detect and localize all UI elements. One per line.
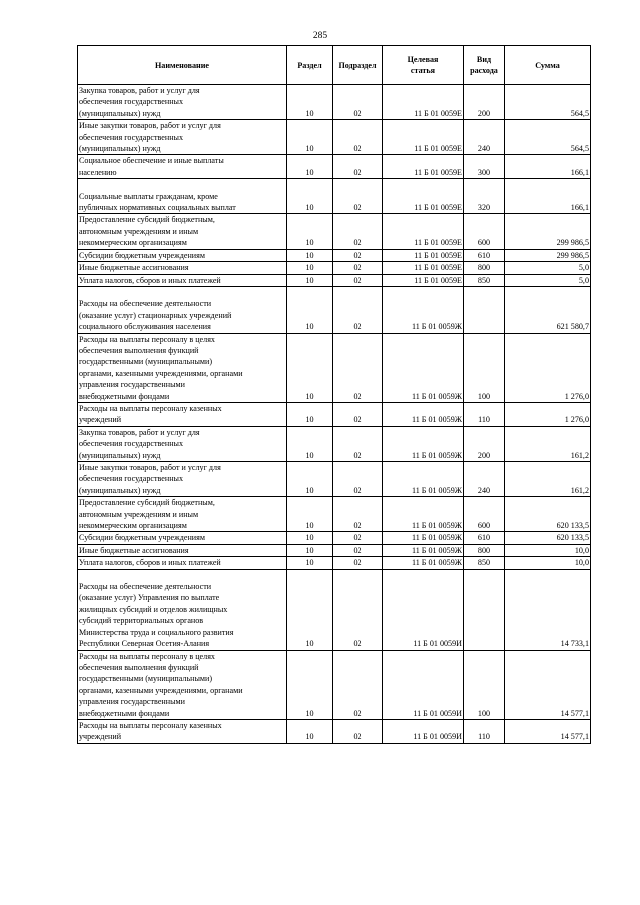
cell-sum: 299 986,5 xyxy=(505,214,591,249)
cell-type: 320 xyxy=(464,179,505,214)
cell-name-line: некоммерческим организациям xyxy=(79,521,187,531)
cell-type: 850 xyxy=(464,557,505,569)
table-row xyxy=(78,155,591,179)
cell-name xyxy=(78,557,287,569)
header-type xyxy=(464,46,505,85)
cell-target: 11 Б 01 0059И xyxy=(383,719,464,743)
cell-subsection: 02 xyxy=(333,179,383,214)
cell-name xyxy=(78,719,287,743)
table-row xyxy=(78,544,591,556)
cell-type: 600 xyxy=(464,214,505,249)
cell-name xyxy=(78,286,287,333)
cell-name-line: Иные закупки товаров, работ и услуг для xyxy=(79,121,221,131)
cell-name-line: (муниципальных) нужд xyxy=(79,108,161,118)
cell-subsection: 02 xyxy=(333,286,383,333)
cell-section: 10 xyxy=(287,569,333,650)
cell-section: 10 xyxy=(287,532,333,544)
cell-target: 11 Б 01 0059Е xyxy=(383,155,464,179)
cell-section: 10 xyxy=(287,426,333,461)
cell-sum: 564,5 xyxy=(505,120,591,155)
cell-name-line: социального обслуживания населения xyxy=(79,322,211,332)
cell-name-line: обеспечения государственных xyxy=(79,474,184,484)
cell-name-line: Расходы на обеспечение деятельности xyxy=(79,582,212,592)
cell-subsection: 02 xyxy=(333,274,383,286)
cell-subsection: 02 xyxy=(333,249,383,261)
cell-name-line: населению xyxy=(79,167,117,177)
cell-name-line: автономным учреждениям и иным xyxy=(79,226,199,236)
cell-name-line: обеспечения выполнения функций xyxy=(79,345,199,355)
header-name: Наименование xyxy=(78,46,287,85)
header-target xyxy=(383,46,464,85)
cell-name xyxy=(78,544,287,556)
cell-type: 800 xyxy=(464,262,505,274)
cell-sum: 161,2 xyxy=(505,462,591,497)
cell-type: 610 xyxy=(464,249,505,261)
cell-target: 11 Б 01 0059Ж xyxy=(383,333,464,402)
cell-name xyxy=(78,402,287,426)
cell-name-line: Иные бюджетные ассигнования xyxy=(79,263,189,273)
cell-name-line: обеспечения выполнения функций xyxy=(79,662,199,672)
cell-name-line: Республики Северная Осетия-Алания xyxy=(79,639,210,649)
cell-name-line: (оказание услуг) Управления по выплате xyxy=(79,593,220,603)
cell-name xyxy=(78,85,287,120)
cell-name-line: (оказание услуг) стационарных учреждений xyxy=(79,310,232,320)
cell-name-line: обеспечения государственных xyxy=(79,132,184,142)
cell-target: 11 Б 01 0059И xyxy=(383,650,464,719)
cell-name-line: Предоставление субсидий бюджетным, xyxy=(79,498,215,508)
cell-name-line: (муниципальных) нужд xyxy=(79,450,161,460)
cell-target: 11 Б 01 0059Е xyxy=(383,249,464,261)
cell-target: 11 Б 01 0059Е xyxy=(383,179,464,214)
cell-section: 10 xyxy=(287,179,333,214)
cell-name-line: Закупка товаров, работ и услуг для xyxy=(79,427,200,437)
cell-name-line: Социальное обеспечение и иные выплаты xyxy=(79,156,224,166)
cell-section: 10 xyxy=(287,85,333,120)
cell-subsection: 02 xyxy=(333,462,383,497)
table-header-row xyxy=(78,46,591,85)
cell-name xyxy=(78,155,287,179)
cell-subsection: 02 xyxy=(333,532,383,544)
cell-target: 11 Б 01 0059Ж xyxy=(383,402,464,426)
cell-name-line: Уплата налогов, сборов и иных платежей xyxy=(79,275,221,285)
cell-type: 110 xyxy=(464,719,505,743)
cell-name xyxy=(78,462,287,497)
cell-name-line: Закупка товаров, работ и услуг для xyxy=(79,86,200,95)
cell-name xyxy=(78,179,287,214)
cell-sum: 14 577,1 xyxy=(505,719,591,743)
cell-name-line: внебюджетными фондами xyxy=(79,708,170,718)
cell-name-line: Субсидии бюджетным учреждениям xyxy=(79,250,205,260)
cell-section: 10 xyxy=(287,402,333,426)
table-row xyxy=(78,85,591,120)
cell-section: 10 xyxy=(287,286,333,333)
cell-name-line: государственными (муниципальными) xyxy=(79,674,213,684)
cell-name xyxy=(78,262,287,274)
table-body xyxy=(78,85,591,744)
cell-sum: 10,0 xyxy=(505,557,591,569)
cell-name xyxy=(78,426,287,461)
cell-subsection: 02 xyxy=(333,85,383,120)
header-section: Раздел xyxy=(287,46,333,85)
cell-subsection: 02 xyxy=(333,402,383,426)
cell-name-line: управления государственными xyxy=(79,380,185,390)
cell-name xyxy=(78,333,287,402)
cell-type: 200 xyxy=(464,85,505,120)
cell-name-line: (муниципальных) нужд xyxy=(79,485,161,495)
cell-subsection: 02 xyxy=(333,544,383,556)
cell-name-line: Расходы на обеспечение деятельности xyxy=(79,299,212,309)
cell-sum: 299 986,5 xyxy=(505,249,591,261)
header-subsection: Подраздел xyxy=(333,46,383,85)
cell-target: 11 Б 01 0059Е xyxy=(383,214,464,249)
cell-section: 10 xyxy=(287,262,333,274)
cell-subsection: 02 xyxy=(333,719,383,743)
cell-name-line: Расходы на выплаты персоналу казенных xyxy=(79,720,222,730)
cell-type: 300 xyxy=(464,155,505,179)
cell-name-line: обеспечения государственных xyxy=(79,439,184,449)
cell-type: 610 xyxy=(464,532,505,544)
cell-section: 10 xyxy=(287,544,333,556)
cell-sum: 14 733,1 xyxy=(505,569,591,650)
header-sum: Сумма xyxy=(505,46,591,85)
cell-section: 10 xyxy=(287,557,333,569)
cell-name xyxy=(78,249,287,261)
cell-name xyxy=(78,214,287,249)
cell-name-line: Министерства труда и социального развития xyxy=(79,627,234,637)
cell-section: 10 xyxy=(287,120,333,155)
cell-name-line: некоммерческим организациям xyxy=(79,238,187,248)
cell-name-line: Уплата налогов, сборов и иных платежей xyxy=(79,558,221,568)
header-type-line1: Вид xyxy=(476,55,492,64)
cell-section: 10 xyxy=(287,462,333,497)
cell-name-line: Субсидии бюджетным учреждениям xyxy=(79,533,205,543)
header-target-line1: Целевая xyxy=(407,55,439,64)
table-row xyxy=(78,650,591,719)
cell-name-line xyxy=(79,287,285,298)
table-row xyxy=(78,462,591,497)
cell-name-line: учреждений xyxy=(79,732,122,742)
cell-sum: 620 133,5 xyxy=(505,497,591,532)
cell-name xyxy=(78,569,287,650)
table-row xyxy=(78,120,591,155)
cell-target: 11 Б 01 0059Ж xyxy=(383,532,464,544)
cell-name-line: автономным учреждениям и иным xyxy=(79,509,199,519)
table-row xyxy=(78,402,591,426)
cell-name-line: органами, казенными учреждениями, органами xyxy=(79,368,243,378)
cell-name-line: обеспечения государственных xyxy=(79,97,184,107)
table-row xyxy=(78,262,591,274)
cell-target: 11 Б 01 0059И xyxy=(383,569,464,650)
cell-name xyxy=(78,532,287,544)
cell-sum: 564,5 xyxy=(505,85,591,120)
cell-sum: 5,0 xyxy=(505,262,591,274)
cell-section: 10 xyxy=(287,650,333,719)
cell-target: 11 Б 01 0059Ж xyxy=(383,497,464,532)
cell-target: 11 Б 01 0059Е xyxy=(383,262,464,274)
cell-name-line: Иные бюджетные ассигнования xyxy=(79,545,189,555)
cell-target: 11 Б 01 0059Ж xyxy=(383,557,464,569)
table-row xyxy=(78,557,591,569)
cell-subsection: 02 xyxy=(333,333,383,402)
cell-sum: 621 580,7 xyxy=(505,286,591,333)
cell-name-line: (муниципальных) нужд xyxy=(79,144,161,154)
cell-subsection: 02 xyxy=(333,214,383,249)
cell-section: 10 xyxy=(287,274,333,286)
page-number: 285 xyxy=(312,31,328,41)
cell-name xyxy=(78,497,287,532)
table-row xyxy=(78,286,591,333)
cell-type: 110 xyxy=(464,402,505,426)
cell-name-line: публичных нормативных социальных выплат xyxy=(79,203,236,213)
cell-target: 11 Б 01 0059Е xyxy=(383,274,464,286)
cell-name-line: Иные закупки товаров, работ и услуг для xyxy=(79,463,221,472)
cell-target: 11 Б 01 0059Ж xyxy=(383,462,464,497)
cell-sum: 5,0 xyxy=(505,274,591,286)
table-row xyxy=(78,214,591,249)
cell-name-line: учреждений xyxy=(79,415,122,425)
cell-name-line: Расходы на выплаты персоналу в целях xyxy=(79,334,215,344)
cell-type: 850 xyxy=(464,274,505,286)
cell-sum: 1 276,0 xyxy=(505,402,591,426)
cell-name-line xyxy=(79,570,285,581)
cell-target: 11 Б 01 0059Е xyxy=(383,85,464,120)
cell-section: 10 xyxy=(287,249,333,261)
cell-name-line: управления государственными xyxy=(79,697,185,707)
cell-sum: 14 577,1 xyxy=(505,650,591,719)
cell-section: 10 xyxy=(287,155,333,179)
cell-name-line: органами, казенными учреждениями, органами xyxy=(79,685,243,695)
cell-name-line: Расходы на выплаты персоналу в целях xyxy=(79,651,215,661)
table-row xyxy=(78,274,591,286)
cell-subsection: 02 xyxy=(333,557,383,569)
cell-target: 11 Б 01 0059Е xyxy=(383,120,464,155)
cell-type: 600 xyxy=(464,497,505,532)
table-row xyxy=(78,426,591,461)
cell-sum: 10,0 xyxy=(505,544,591,556)
cell-sum: 161,2 xyxy=(505,426,591,461)
cell-name xyxy=(78,650,287,719)
cell-section: 10 xyxy=(287,719,333,743)
header-type-line2: расхода xyxy=(470,66,498,75)
cell-name-line xyxy=(79,179,285,190)
cell-target: 11 Б 01 0059Ж xyxy=(383,544,464,556)
cell-subsection: 02 xyxy=(333,155,383,179)
cell-name-line: Расходы на выплаты персоналу казенных xyxy=(79,403,222,413)
cell-type: 100 xyxy=(464,333,505,402)
cell-name-line: государственными (муниципальными) xyxy=(79,357,213,367)
cell-name-line: субсидий территориальных органов xyxy=(79,616,204,626)
cell-name-line: жилищных субсидий и отделов жилищных xyxy=(79,604,228,614)
table-row xyxy=(78,569,591,650)
table-row xyxy=(78,249,591,261)
cell-name-line: Предоставление субсидий бюджетным, xyxy=(79,215,215,225)
cell-section: 10 xyxy=(287,497,333,532)
cell-sum: 1 276,0 xyxy=(505,333,591,402)
cell-subsection: 02 xyxy=(333,120,383,155)
cell-subsection: 02 xyxy=(333,497,383,532)
cell-subsection: 02 xyxy=(333,569,383,650)
cell-target: 11 Б 01 0059Ж xyxy=(383,426,464,461)
cell-name xyxy=(78,274,287,286)
cell-section: 10 xyxy=(287,333,333,402)
table-row xyxy=(78,497,591,532)
cell-sum: 620 133,5 xyxy=(505,532,591,544)
cell-type xyxy=(464,286,505,333)
cell-sum: 166,1 xyxy=(505,155,591,179)
cell-type: 200 xyxy=(464,426,505,461)
cell-name-line: внебюджетными фондами xyxy=(79,391,170,401)
cell-name-line: Социальные выплаты гражданам, кроме xyxy=(79,191,218,201)
cell-section: 10 xyxy=(287,214,333,249)
table-row xyxy=(78,179,591,214)
cell-type: 240 xyxy=(464,462,505,497)
cell-type: 100 xyxy=(464,650,505,719)
table-row xyxy=(78,532,591,544)
cell-subsection: 02 xyxy=(333,262,383,274)
cell-subsection: 02 xyxy=(333,650,383,719)
cell-sum: 166,1 xyxy=(505,179,591,214)
table-row xyxy=(78,719,591,743)
cell-target: 11 Б 01 0059Ж xyxy=(383,286,464,333)
cell-type: 240 xyxy=(464,120,505,155)
cell-name xyxy=(78,120,287,155)
table-row xyxy=(78,333,591,402)
header-target-line2: статья xyxy=(410,66,436,75)
cell-subsection: 02 xyxy=(333,426,383,461)
cell-type: 800 xyxy=(464,544,505,556)
budget-table xyxy=(77,45,591,744)
cell-type xyxy=(464,569,505,650)
